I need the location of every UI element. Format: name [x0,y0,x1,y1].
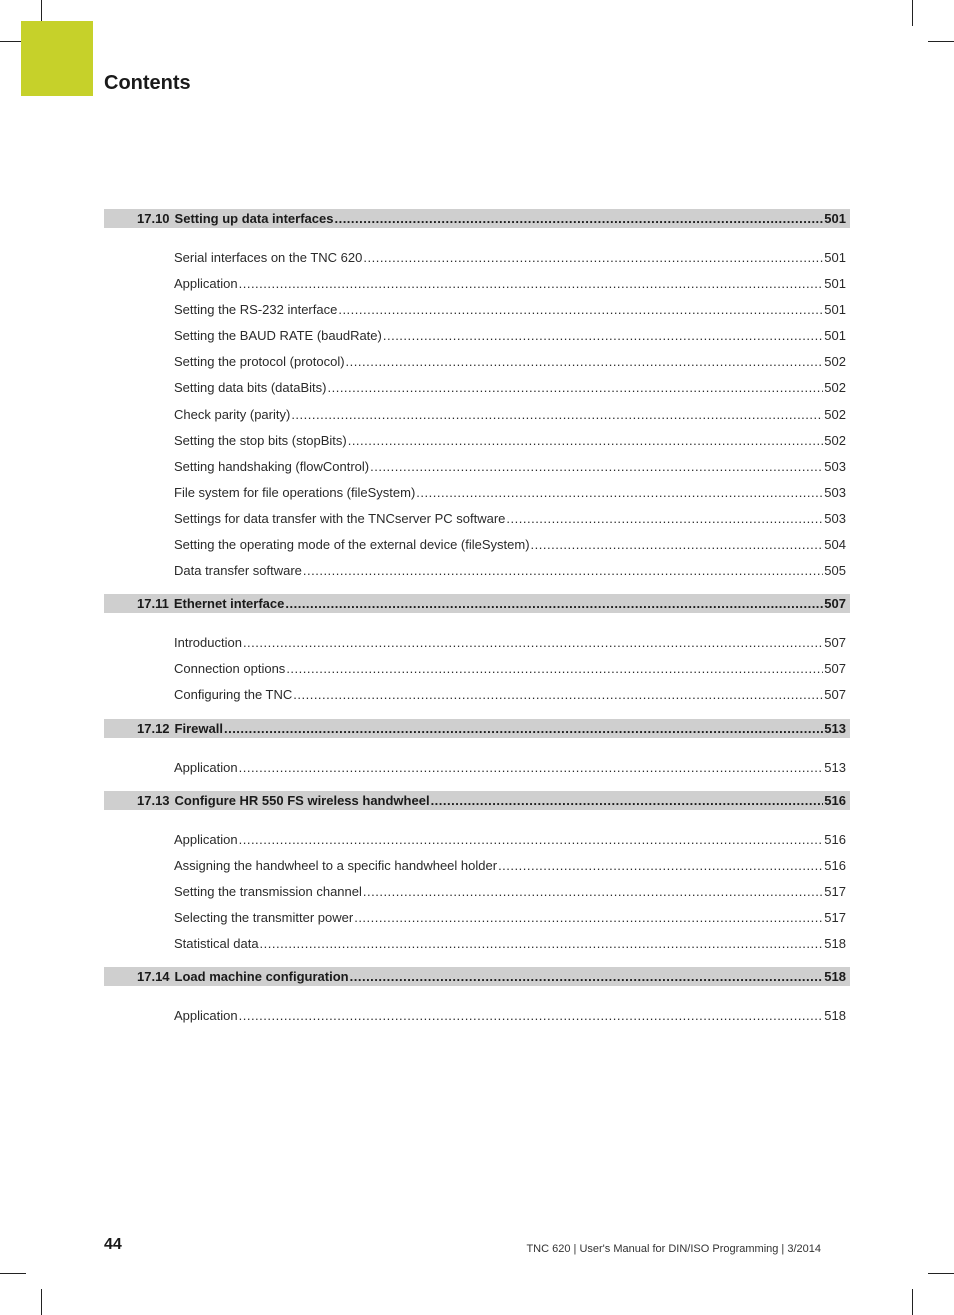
entry-page: 504 [824,537,846,553]
toc-entry[interactable] [104,905,850,931]
section-page: 513 [824,720,846,736]
toc-entry[interactable] [104,853,850,879]
section-page: 516 [824,792,846,808]
toc-entry[interactable] [104,755,850,781]
toc-entry[interactable] [104,245,850,271]
dot-leader [338,297,823,323]
entry-page: 507 [824,687,846,703]
section-title: Setting up data interfaces [174,211,334,226]
dot-leader [506,506,823,532]
dot-leader [363,879,823,905]
dot-leader [285,594,823,613]
dot-leader [416,480,823,506]
toc-section [104,719,850,781]
section-title: Firewall [174,720,223,736]
toc-entry[interactable] [104,532,850,558]
entry-title: Application [174,276,238,292]
entry-title: Settings for data transfer with the TNCserver PC software [174,510,506,526]
toc-entry[interactable] [104,682,850,708]
entry-title: Setting the RS-232 interface [174,302,338,318]
section-number: 17.14 [137,969,170,985]
entry-title: Setting handshaking (flowControl) [174,458,370,474]
toc-section [104,594,850,708]
entry-page: 513 [824,759,846,775]
entry-page: 507 [824,635,846,651]
dot-leader [334,209,823,228]
entry-title: Statistical data [174,935,259,951]
entry-title: Assigning the handwheel to a specific handwheel holder [174,857,498,873]
section-title: Ethernet interface [173,596,285,612]
dot-leader [363,245,823,271]
entry-title: Setting the stop bits (stopBits) [174,432,347,448]
entry-page: 516 [824,831,846,847]
entry-title: Application [174,1008,238,1024]
toc-section-heading[interactable] [104,967,850,986]
dot-leader [327,375,823,401]
entry-page: 502 [824,406,846,422]
toc-entry[interactable] [104,506,850,532]
entry-title: Application [174,831,238,847]
toc-entry[interactable] [104,879,850,905]
section-page: 501 [824,211,846,226]
entry-page: 518 [824,1008,846,1024]
entry-title: Configuring the TNC [174,687,293,703]
entry-title: Data transfer software [174,563,302,579]
entry-title: Setting the protocol (protocol) [174,354,345,370]
toc-entry[interactable] [104,558,850,584]
entry-title: Check parity (parity) [174,406,291,422]
entry-page: 507 [824,661,846,677]
dot-leader [431,791,824,810]
dot-leader [348,428,824,454]
entry-title: Setting the BAUD RATE (baudRate) [174,328,382,344]
section-number: 17.11 [137,596,169,612]
entry-page: 503 [824,510,846,526]
dot-leader [243,630,823,656]
entry-title: Setting the transmission channel [174,883,362,899]
section-number: 17.10 [137,211,170,226]
toc-entry[interactable] [104,931,850,957]
dot-leader [350,967,824,986]
toc-section [104,209,850,584]
section-page: 507 [824,596,846,612]
toc-entry[interactable] [104,375,850,401]
toc-entry[interactable] [104,630,850,656]
dot-leader [303,558,823,584]
entry-title: Setting data bits (dataBits) [174,380,327,396]
entry-page: 501 [824,276,846,292]
toc-section [104,791,850,957]
footer-text: TNC 620 | User's Manual for DIN/ISO Programming | 3/2014 [526,1243,821,1255]
entry-page: 502 [824,380,846,396]
crop-mark [0,1273,26,1274]
table-of-contents [104,209,850,1039]
entry-title: Serial interfaces on the TNC 620 [174,250,363,265]
section-number: 17.13 [137,792,170,808]
toc-section-heading[interactable] [104,594,850,613]
toc-section-heading[interactable] [104,791,850,810]
toc-entry[interactable] [104,454,850,480]
dot-leader [346,349,824,375]
entry-page: 502 [824,432,846,448]
crop-mark [928,41,954,42]
dot-leader [239,827,824,853]
dot-leader [224,719,823,738]
dot-leader [383,323,823,349]
entry-title: File system for file operations (fileSystem) [174,484,416,500]
entry-page: 501 [824,250,846,265]
entry-page: 502 [824,354,846,370]
toc-entry[interactable] [104,297,850,323]
toc-entry[interactable] [104,480,850,506]
entry-page: 518 [824,935,846,951]
toc-entry[interactable] [104,428,850,454]
toc-section [104,967,850,1029]
page-title: Contents [104,72,191,94]
toc-entry[interactable] [104,402,850,428]
dot-leader [293,682,823,708]
dot-leader [531,532,824,558]
section-title: Configure HR 550 FS wireless handwheel [174,792,430,808]
entry-title: Introduction [174,635,242,651]
dot-leader [239,755,824,781]
toc-entry[interactable] [104,827,850,853]
crop-mark [928,1273,954,1274]
dot-leader [286,656,823,682]
dot-leader [291,402,823,428]
entry-title: Selecting the transmitter power [174,909,354,925]
toc-entry[interactable] [104,656,850,682]
toc-section-heading[interactable] [104,719,850,738]
section-page: 518 [824,969,846,985]
page-number: 44 [104,1236,122,1253]
toc-entry[interactable] [104,271,850,297]
chapter-color-tab [21,21,93,96]
entry-page: 517 [824,909,846,925]
crop-mark [912,1289,913,1315]
crop-mark [41,1289,42,1315]
toc-entry[interactable] [104,349,850,375]
entry-page: 501 [824,302,846,318]
entry-page: 517 [824,883,846,899]
entry-page: 501 [824,328,846,344]
entry-page: 505 [824,563,846,579]
dot-leader [498,853,823,879]
toc-entry[interactable] [104,1003,850,1029]
entry-title: Connection options [174,661,286,677]
entry-title: Setting the operating mode of the external device (fileSystem) [174,537,530,553]
dot-leader [260,931,824,957]
dot-leader [370,454,823,480]
dot-leader [354,905,823,931]
entry-title: Application [174,759,238,775]
entry-page: 503 [824,458,846,474]
section-number: 17.12 [137,720,170,736]
toc-entry[interactable] [104,323,850,349]
dot-leader [239,1003,824,1029]
section-title: Load machine configuration [174,969,349,985]
entry-page: 503 [824,484,846,500]
entry-page: 516 [824,857,846,873]
dot-leader [239,271,824,297]
crop-mark [912,0,913,26]
toc-section-heading[interactable] [104,209,850,228]
